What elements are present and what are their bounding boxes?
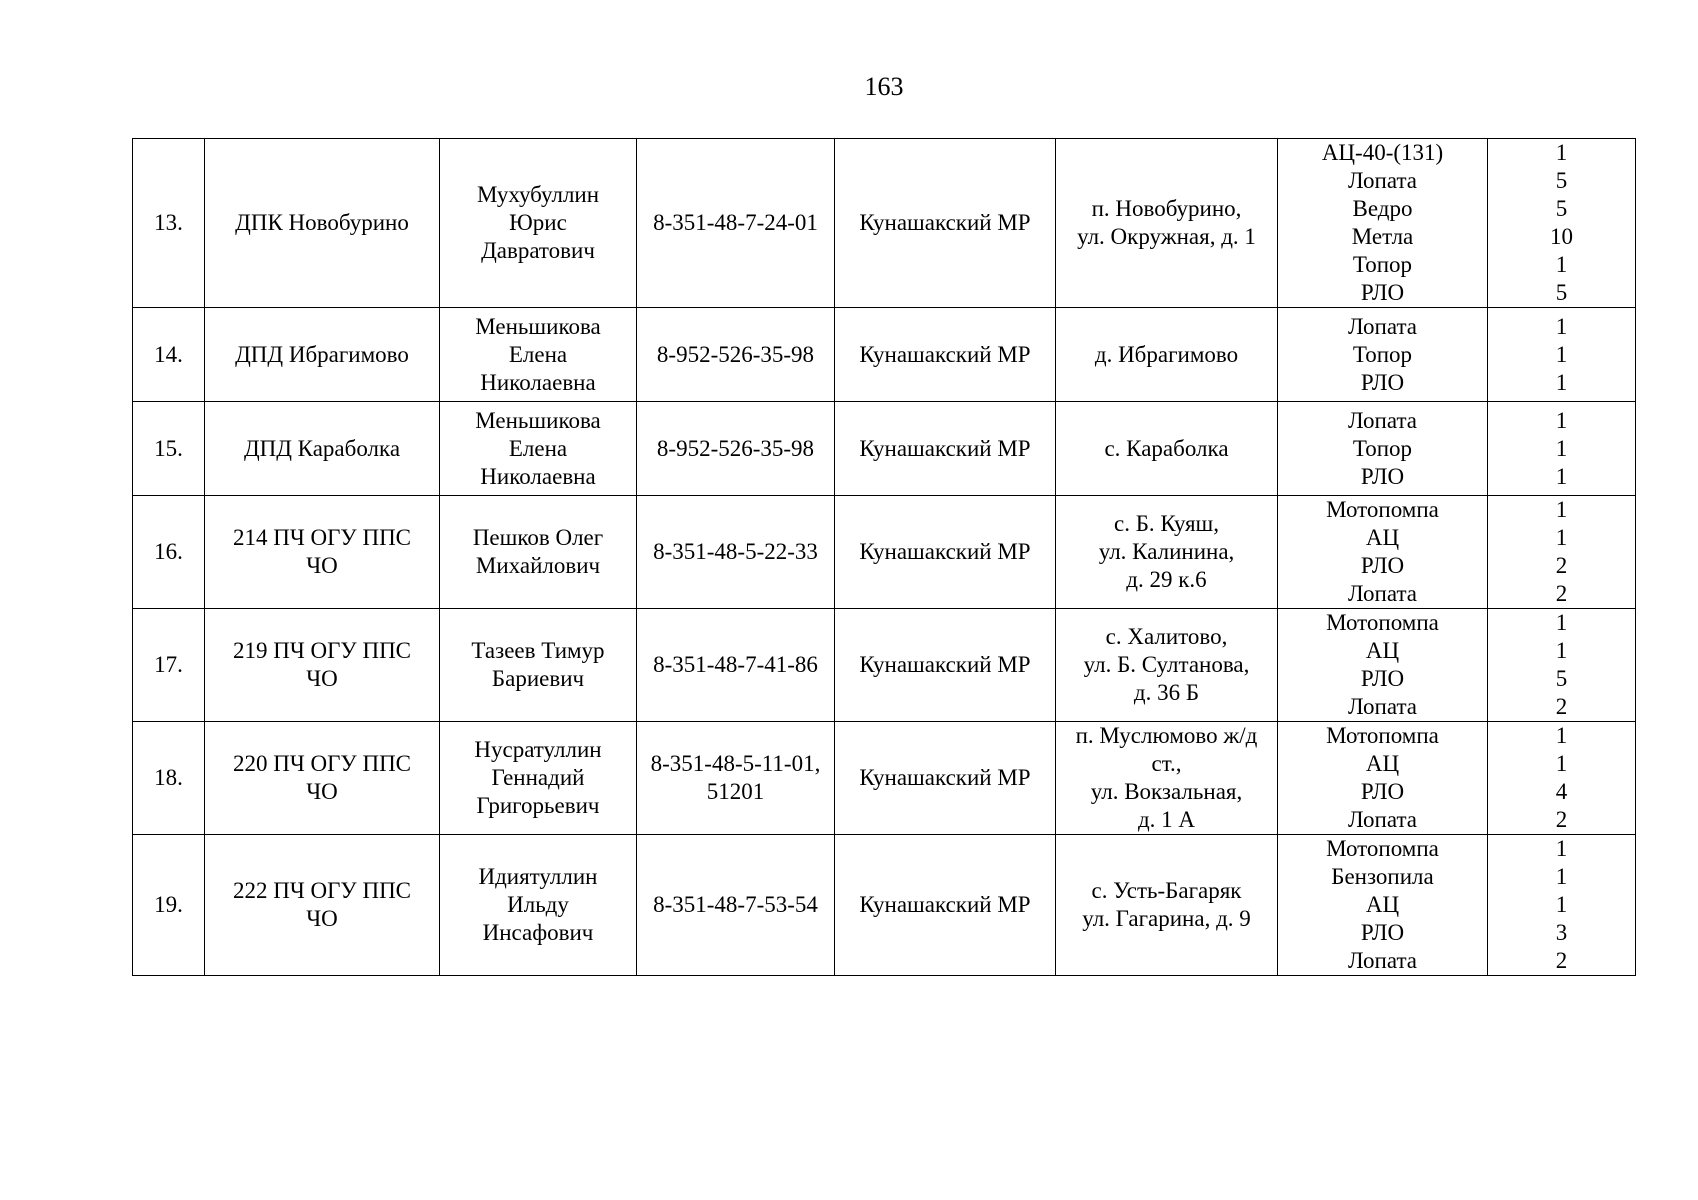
cell-address-line: д. 36 Б [1133, 680, 1200, 705]
cell-unit [205, 308, 440, 402]
cell-equipment-line: РЛО [1360, 553, 1405, 578]
cell-phone [637, 139, 835, 308]
cell-address-line: с. Б. Куяш, [1114, 511, 1219, 536]
cell-head [440, 402, 637, 496]
cell-unit-line: 219 ПЧ ОГУ ППС [232, 638, 412, 663]
cell-address-line: д. 1 А [1137, 807, 1196, 832]
cell-quantity-line: 2 [1555, 581, 1568, 606]
cell-head [440, 609, 637, 722]
cell-quantity-line: 10 [1550, 224, 1573, 249]
cell-equipment-line: Топор [1352, 435, 1413, 461]
units-table [132, 138, 1636, 976]
cell-head-line: Геннадий [491, 765, 585, 790]
cell-quantity-line: 2 [1555, 948, 1568, 973]
cell-head [440, 835, 637, 976]
cell-unit-line: ЧО [306, 779, 338, 804]
cell-head-line: Меньшикова [475, 313, 601, 339]
cell-equipment-line: АЦ [1365, 525, 1400, 550]
cell-quantity-line: 1 [1555, 435, 1568, 461]
cell-head [440, 496, 637, 609]
cell-head-line: Ильду [507, 892, 569, 917]
cell-quantity-line: 5 [1555, 280, 1568, 305]
cell-number [133, 496, 205, 609]
cell-head-line: Михайлович [475, 553, 601, 578]
cell-head-line: Николаевна [480, 463, 596, 489]
table-row [133, 496, 1636, 609]
cell-quantity-line: 5 [1555, 196, 1568, 221]
cell-head-line: Пешков Олег [472, 525, 604, 550]
cell-equipment [1278, 308, 1488, 402]
cell-address-line: ул. Гагарина, д. 9 [1082, 906, 1251, 931]
cell-unit [205, 402, 440, 496]
table-row [133, 402, 1636, 496]
cell-head-line: Бариевич [491, 666, 585, 691]
cell-equipment-line: Мотопомпа [1326, 723, 1439, 748]
cell-quantity-line: 5 [1555, 168, 1568, 193]
cell-equipment-line: РЛО [1360, 666, 1405, 691]
cell-equipment-line: Лопата [1348, 168, 1417, 193]
cell-quantity [1488, 835, 1636, 976]
cell-phone-line: 8-351-48-7-41-86 [653, 652, 818, 677]
cell-head-line: Тазеев Тимур [471, 638, 605, 663]
cell-quantity-line: 1 [1555, 369, 1568, 395]
cell-phone-line: 51201 [706, 779, 765, 804]
cell-address-line: п. Новобурино, [1091, 196, 1242, 221]
cell-unit-line: ДПД Караболка [243, 435, 401, 461]
cell-equipment-line: Мотопомпа [1326, 497, 1439, 522]
cell-address [1056, 496, 1278, 609]
cell-district [835, 139, 1056, 308]
cell-quantity-line: 1 [1555, 892, 1568, 917]
cell-number [133, 139, 205, 308]
cell-phone [637, 496, 835, 609]
cell-district [835, 308, 1056, 402]
page-number: 163 [864, 72, 904, 101]
cell-head-line: Инсафович [482, 920, 594, 945]
cell-phone [637, 722, 835, 835]
cell-quantity-line: 1 [1555, 463, 1568, 489]
cell-address [1056, 609, 1278, 722]
table-row [133, 308, 1636, 402]
cell-unit-line: ДПД Ибрагимово [235, 341, 409, 367]
cell-quantity-line: 1 [1555, 525, 1568, 550]
cell-quantity [1488, 609, 1636, 722]
cell-unit [205, 496, 440, 609]
cell-quantity-line: 3 [1555, 920, 1568, 945]
cell-quantity [1488, 722, 1636, 835]
cell-number [133, 722, 205, 835]
cell-quantity-line: 1 [1555, 252, 1568, 277]
cell-address [1056, 308, 1278, 402]
cell-equipment-line: Лопата [1348, 581, 1417, 606]
cell-equipment-line: АЦ [1365, 892, 1400, 917]
cell-district-text: Кунашакский МР [859, 652, 1031, 677]
cell-equipment-line: АЦ [1365, 638, 1400, 663]
cell-quantity [1488, 402, 1636, 496]
cell-equipment [1278, 835, 1488, 976]
cell-address-line: п. Муслюмово ж/д [1075, 723, 1258, 748]
cell-district-text: Кунашакский МР [859, 341, 1031, 367]
cell-equipment-line: Лопата [1348, 407, 1417, 433]
units-table-body [133, 139, 1636, 976]
cell-equipment [1278, 722, 1488, 835]
cell-equipment [1278, 496, 1488, 609]
cell-unit-line: ЧО [306, 666, 338, 691]
cell-district [835, 496, 1056, 609]
cell-quantity [1488, 308, 1636, 402]
cell-equipment-line: Топор [1352, 252, 1413, 277]
cell-equipment-line: Ведро [1352, 196, 1413, 221]
cell-address-line: ул. Окружная, д. 1 [1077, 224, 1256, 249]
cell-equipment-line: РЛО [1360, 920, 1405, 945]
cell-quantity-line: 2 [1555, 807, 1568, 832]
cell-address-line: д. Ибрагимово [1094, 341, 1239, 367]
cell-head-line: Юрис [509, 210, 567, 235]
cell-quantity-line: 1 [1555, 407, 1568, 433]
cell-equipment-line: РЛО [1360, 280, 1405, 305]
cell-unit-line: ДПК Новобурино [235, 210, 409, 235]
cell-head-line: Григорьевич [476, 793, 600, 818]
cell-phone-line: 8-351-48-5-11-01, [650, 751, 821, 776]
cell-district-text: Кунашакский МР [859, 435, 1031, 461]
cell-quantity-line: 1 [1555, 864, 1568, 889]
cell-equipment-line: Лопата [1348, 694, 1417, 719]
cell-district-text: Кунашакский МР [859, 892, 1031, 917]
cell-equipment-line: Мотопомпа [1326, 836, 1439, 861]
cell-number-text: 15. [154, 435, 183, 461]
cell-address-line: с. Халитово, [1105, 624, 1228, 649]
cell-address [1056, 835, 1278, 976]
cell-district [835, 609, 1056, 722]
cell-quantity-line: 1 [1555, 341, 1568, 367]
cell-head-line: Идиятуллин [478, 864, 598, 889]
cell-quantity-line: 4 [1555, 779, 1568, 804]
cell-unit [205, 835, 440, 976]
cell-phone-line: 8-351-48-7-24-01 [653, 210, 818, 235]
cell-number [133, 835, 205, 976]
table-row [133, 722, 1636, 835]
cell-district [835, 835, 1056, 976]
cell-district [835, 722, 1056, 835]
cell-number-text: 18. [154, 765, 183, 790]
cell-equipment-line: Лопата [1348, 948, 1417, 973]
cell-number [133, 402, 205, 496]
cell-head [440, 308, 637, 402]
cell-equipment-line: Лопата [1348, 313, 1417, 339]
cell-number-text: 14. [154, 341, 183, 367]
cell-address [1056, 722, 1278, 835]
cell-equipment [1278, 402, 1488, 496]
cell-quantity-line: 5 [1555, 666, 1568, 691]
cell-head-line: Меньшикова [475, 407, 601, 433]
cell-phone-line: 8-952-526-35-98 [656, 341, 815, 367]
cell-unit-line: 214 ПЧ ОГУ ППС [232, 525, 412, 550]
cell-equipment [1278, 609, 1488, 722]
cell-head-line: Нусратуллин [474, 737, 602, 762]
cell-quantity-line: 1 [1555, 751, 1568, 776]
cell-unit-line: 220 ПЧ ОГУ ППС [232, 751, 412, 776]
cell-address [1056, 402, 1278, 496]
cell-number-text: 19. [154, 892, 183, 917]
cell-quantity-line: 1 [1555, 723, 1568, 748]
cell-quantity-line: 1 [1555, 140, 1568, 165]
cell-number-text: 13. [154, 210, 183, 235]
table-row [133, 609, 1636, 722]
cell-unit-line: ЧО [306, 906, 338, 931]
cell-number-text: 16. [154, 539, 183, 564]
cell-phone-line: 8-351-48-7-53-54 [653, 892, 818, 917]
cell-head [440, 139, 637, 308]
cell-equipment-line: РЛО [1360, 779, 1405, 804]
cell-number-text: 17. [154, 652, 183, 677]
cell-address-line: ст., [1151, 751, 1182, 776]
cell-quantity-line: 1 [1555, 313, 1568, 339]
cell-address-line: д. 29 к.6 [1126, 567, 1207, 592]
cell-district-text: Кунашакский МР [859, 765, 1031, 790]
cell-address-line: ул. Вокзальная, [1090, 779, 1243, 804]
cell-address-line: ул. Б. Султанова, [1083, 652, 1250, 677]
cell-equipment [1278, 139, 1488, 308]
cell-phone-line: 8-351-48-5-22-33 [653, 539, 818, 564]
cell-address-line: с. Караболка [1104, 435, 1229, 461]
cell-district [835, 402, 1056, 496]
cell-head [440, 722, 637, 835]
cell-head-line: Елена [508, 341, 568, 367]
cell-district-text: Кунашакский МР [859, 210, 1031, 235]
cell-unit-line: ЧО [306, 553, 338, 578]
cell-district-text: Кунашакский МР [859, 539, 1031, 564]
cell-quantity [1488, 139, 1636, 308]
cell-unit-line: 222 ПЧ ОГУ ППС [232, 878, 412, 903]
cell-head-line: Елена [508, 435, 568, 461]
cell-equipment-line: АЦ-40-(131) [1321, 140, 1444, 165]
cell-equipment-line: Топор [1352, 341, 1413, 367]
cell-head-line: Мухубуллин [476, 182, 600, 207]
cell-unit [205, 609, 440, 722]
cell-quantity-line: 2 [1555, 694, 1568, 719]
cell-quantity-line: 1 [1555, 497, 1568, 522]
cell-phone [637, 609, 835, 722]
table-row [133, 835, 1636, 976]
cell-equipment-line: Мотопомпа [1326, 610, 1439, 635]
cell-phone [637, 308, 835, 402]
cell-equipment-line: РЛО [1360, 369, 1405, 395]
cell-quantity-line: 1 [1555, 610, 1568, 635]
cell-quantity-line: 1 [1555, 836, 1568, 861]
cell-phone [637, 402, 835, 496]
cell-phone [637, 835, 835, 976]
cell-number [133, 609, 205, 722]
cell-quantity-line: 2 [1555, 553, 1568, 578]
cell-equipment-line: АЦ [1365, 751, 1400, 776]
cell-equipment-line: РЛО [1360, 463, 1405, 489]
cell-address [1056, 139, 1278, 308]
cell-unit [205, 139, 440, 308]
cell-number [133, 308, 205, 402]
cell-unit [205, 722, 440, 835]
cell-phone-line: 8-952-526-35-98 [656, 435, 815, 461]
cell-equipment-line: Метла [1351, 224, 1414, 249]
cell-address-line: с. Усть-Багаряк [1091, 878, 1242, 903]
cell-quantity-line: 1 [1555, 638, 1568, 663]
cell-quantity [1488, 496, 1636, 609]
cell-head-line: Давратович [481, 238, 595, 263]
cell-head-line: Николаевна [480, 369, 596, 395]
cell-equipment-line: Лопата [1348, 807, 1417, 832]
cell-equipment-line: Бензопила [1331, 864, 1434, 889]
cell-address-line: ул. Калинина, [1098, 539, 1235, 564]
table-row [133, 139, 1636, 308]
